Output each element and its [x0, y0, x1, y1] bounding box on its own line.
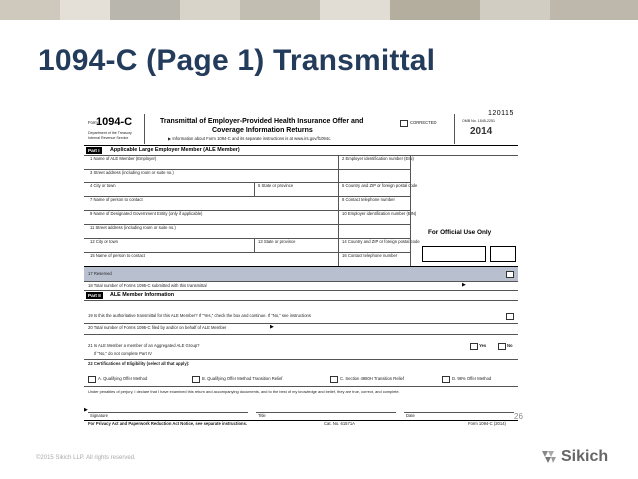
irs: Internal Revenue Service: [88, 136, 129, 140]
signature-arrow: ▶: [84, 407, 88, 413]
official-use-box-2: [490, 246, 516, 262]
line-13: 13 State or province: [258, 239, 296, 244]
line-2: 2 Employer identification number (EIN): [342, 156, 414, 161]
date-label: Date: [406, 413, 415, 418]
line-22: 22 Certifications of Eligibility (select all that apply):: [88, 361, 190, 366]
form-label: Form: [88, 120, 98, 125]
tax-year: 2014: [470, 126, 493, 137]
line-18: 18 Total number of Forms 1095-C submitted with this transmittal: [88, 283, 207, 288]
yes-label: Yes: [479, 343, 487, 348]
sikich-mark-icon: [540, 448, 558, 466]
option-c-checkbox: [330, 376, 338, 383]
option-a: A. Qualifying Offer Method: [98, 376, 148, 381]
form-code: 120115: [488, 110, 514, 117]
part1-tag: Part I: [88, 148, 100, 153]
corrected-checkbox: [400, 120, 408, 127]
line-11: 11 Street address (including room or suite no.): [90, 225, 176, 230]
line-8: 8 Contact telephone number: [342, 197, 395, 202]
part1-title: Applicable Large Employer Member (ALE Member): [110, 147, 240, 153]
line-9: 9 Name of Designated Government Entity (only if applicable): [90, 211, 203, 216]
part2-title: ALE Member Information: [110, 292, 175, 298]
line-20-arrow: ▶: [270, 324, 274, 330]
line-1: 1 Name of ALE Member (Employer): [90, 156, 157, 161]
line-12: 12 City or town: [90, 239, 118, 244]
line-4: 4 City or town: [90, 183, 116, 188]
line-14: 14 Country and ZIP or foreign postal code: [342, 239, 420, 244]
page-number: 26: [514, 412, 523, 421]
signature-label: Signature: [90, 413, 108, 418]
department: Department of the Treasury: [88, 131, 132, 135]
option-b: B. Qualifying Offer Method Transition Relief: [202, 376, 283, 381]
line-16: 16 Contact telephone number: [342, 253, 398, 258]
line-17: 17 Reserved: [88, 271, 112, 276]
form-1094c-image: [84, 110, 518, 432]
cat-number: Cat. No. 61571A: [324, 421, 355, 426]
line-17-box: [506, 271, 514, 278]
form-info-line: ▶ Information about Form 1094-C and its separate instructions is at www.irs.gov/f1094c.: [168, 136, 332, 141]
line-10: 10 Employer identification number (EIN): [342, 211, 417, 216]
sikich-logo-text: Sikich: [561, 448, 609, 465]
form-heading-line1: Transmittal of Employer-Provided Health Insurance Offer and: [160, 118, 364, 125]
line-19-checkbox: [506, 313, 514, 320]
line-18-arrow: ▶: [462, 282, 466, 288]
option-c: C. Section 4980H Transition Relief: [340, 376, 405, 381]
title-label: Title: [258, 413, 266, 418]
official-use-box-1: [422, 246, 486, 262]
line-6: 6 Country and ZIP or foreign postal code: [342, 183, 418, 188]
form-heading-line2: Coverage Information Returns: [212, 127, 313, 134]
option-d: D. 98% Offer Method: [452, 376, 492, 381]
perjury-statement: Under penalties of perjury, I declare that I have examined this return and accompanying documents, and to the best of my knowledge and belief, they are true, correct, and complete.: [88, 389, 400, 394]
slide-title: 1094-C (Page 1) Transmittal: [38, 44, 436, 77]
official-use-label: For Official Use Only: [428, 229, 492, 236]
omb-number: OMB No. 1545-2251: [462, 119, 495, 123]
option-b-checkbox: [192, 376, 200, 383]
option-a-checkbox: [88, 376, 96, 383]
no-label: No: [507, 343, 513, 348]
copyright-footer: ©2015 Sikich LLP. All rights reserved.: [36, 455, 136, 461]
yes-checkbox: [470, 343, 478, 350]
part2-tag: Part II: [88, 293, 101, 298]
reserved-shade: [84, 267, 518, 281]
sikich-logo: [540, 448, 608, 466]
line-19: 19 Is this the authoritative transmittal for this ALE Member? If "Yes," check the box and continue. If "No," see instructions: [88, 313, 311, 318]
no-checkbox: [498, 343, 506, 350]
line-5: 5 State or province: [258, 183, 294, 188]
line-15: 15 Name of person to contact: [90, 253, 145, 258]
privacy-notice: For Privacy Act and Paperwork Reduction Act Notice, see separate instructions.: [88, 421, 248, 426]
line-7: 7 Name of person to contact: [90, 197, 143, 202]
line-3: 3 Street address (including room or suite no.): [90, 170, 174, 175]
line-21-note: If "No," do not complete Part IV: [94, 351, 152, 356]
line-21: 21 Is ALE Member a member of an Aggregated ALE Group?: [88, 343, 200, 348]
line-20: 20 Total number of Forms 1095-C filed by and/or on behalf of ALE Member: [88, 325, 227, 330]
form-footer: Form 1094-C (2014): [468, 421, 506, 426]
option-d-checkbox: [442, 376, 450, 383]
header-image-strip: [0, 0, 638, 20]
corrected-label: CORRECTED: [410, 120, 437, 125]
form-number: 1094-C: [96, 116, 133, 128]
